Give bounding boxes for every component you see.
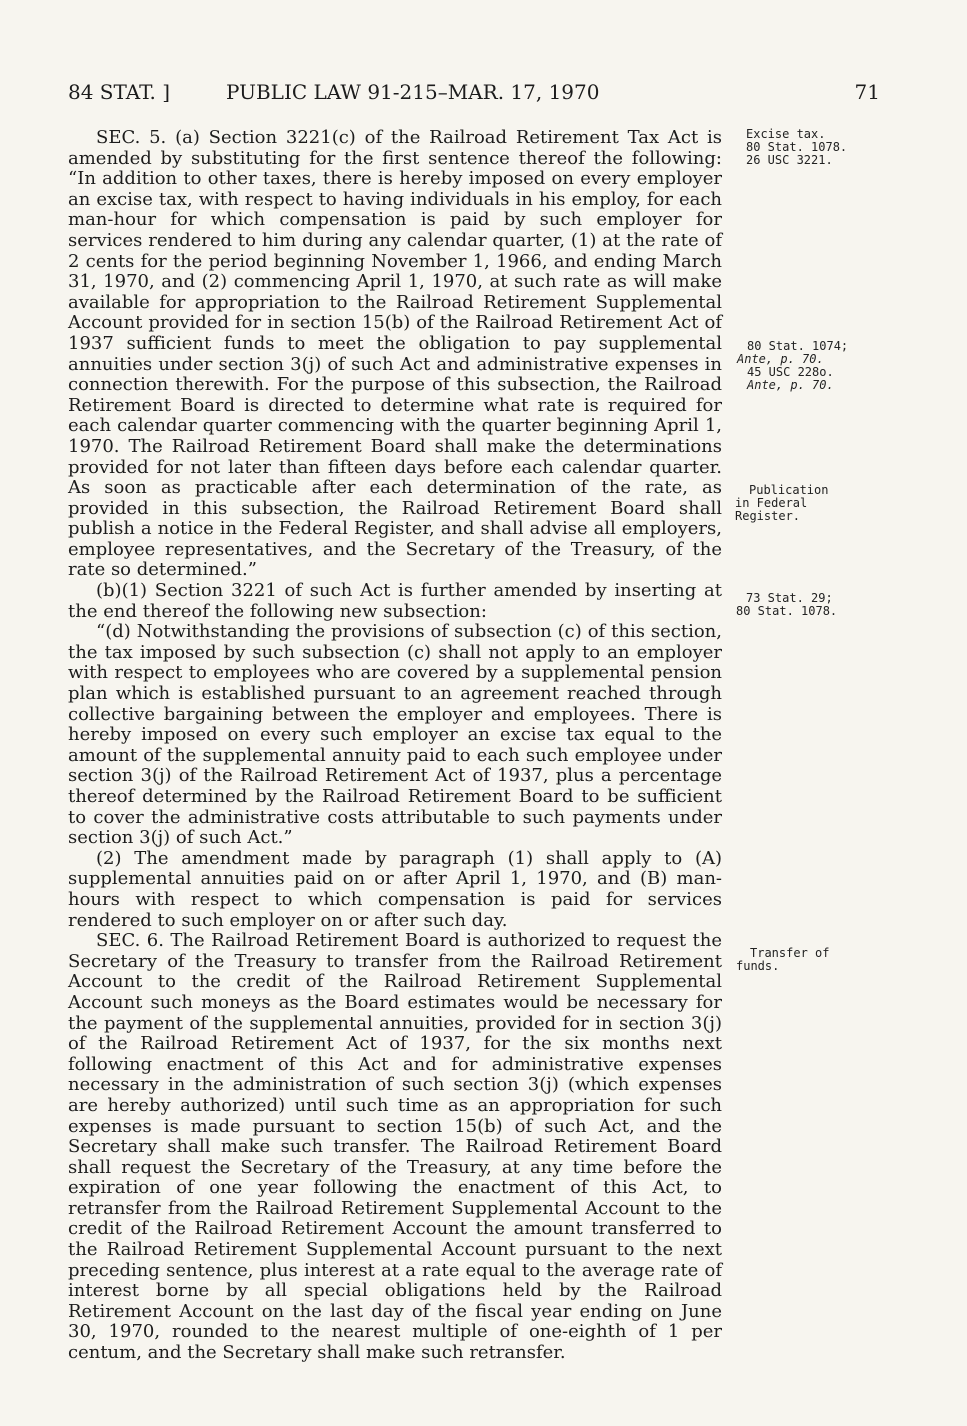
margin-note-line: funds. — [736, 959, 780, 973]
margin-note-line: 26 USC 3221. — [746, 153, 833, 167]
margin-note-line: 45 USC 228o. — [747, 365, 834, 379]
margin-note-line: Transfer of — [750, 946, 830, 960]
paragraph-text: (a) Section 3221(c) of the Railroad Retirement Tax Act is amended by substituting for the first sentence thereof the following: “In addition to other taxes, there is hereby imposed on every employer an excise tax, with respect to having individuals in his employ, for each man-hour for which compensation is paid by such employer for services rendered to him during any calendar quarter, (1) at the rate of 2 cents for the period beginning November 1, 1966, and ending March 31, 1970, and (2) commencing April 1, 1970, at such rate as will make available for appropriation to the Railroad Retirement Supplemental Account provided for in section 15(b) of the Railroad Retirement Act of 1937 sufficient funds to meet the obligation to pay supplemental annuities under section 3(j) of such Act and administrative expenses in connection therewith. For the purpose of this subsection, the Railroad Retirement Board is directed to determine what rate is required for each calendar quarter commencing with the quarter beginning April 1, 1970. The Railroad Retirement Board shall make the determinations provided for not later than fifteen days before each calendar quarter. As soon as practicable after each determination of the rate, as provided in this subsection, the Railroad Retirement Board shall publish a notice in the Federal Register, and shall advise all employers, employee representatives, and the Secretary of the Treasury, of the rate so determined.” — [68, 127, 722, 581]
running-title: PUBLIC LAW 91-215–MAR. 17, 1970 — [226, 80, 600, 104]
margin-note-excise-tax — [746, 128, 847, 167]
section-lead: SEC. 6. — [96, 930, 164, 952]
paragraph-sec5b1 — [68, 581, 722, 622]
margin-note-line: in Federal — [735, 496, 808, 510]
margin-note-stat-1074 — [737, 340, 848, 392]
margin-note-line: Publication — [749, 483, 829, 497]
body-text — [68, 128, 722, 1364]
margin-note-stat-29 — [736, 592, 837, 618]
margin-note-line: 80 Stat. 1078. — [746, 140, 848, 154]
margin-note-line: Ante, p. 70. — [747, 378, 834, 392]
section-lead: SEC. 5. — [96, 127, 167, 148]
margin-note-publication — [735, 484, 828, 523]
margin-note-transfer-of-funds — [736, 947, 829, 973]
page-number: 71 — [854, 80, 880, 104]
margin-note-line: 80 Stat. 1074; — [747, 339, 849, 353]
margin-note-line: 73 Stat. 29; — [746, 591, 833, 605]
margin-note-line: 80 Stat. 1078. — [736, 604, 838, 618]
stat-volume: 84 STAT. ] — [68, 80, 171, 104]
paragraph-text: “(d) Notwithstanding the provisions of subsection (c) of this section, the tax imposed by such subsection (c) shall not apply to an employer with respect to employees who are covered by a supplemental pension plan which is established pursuant to an agreement reached through collective bargaining between the employer and employees. There is hereby imposed on every such employer an excise tax equal to the amount of the supplemental annuity paid to each such employee under section 3(j) of the Railroad Retirement Act of 1937, plus a percentage thereof determined by the Railroad Retirement Board to be sufficient to cover the administrative costs attributable to such payments under section 3(j) of such Act.” — [68, 621, 722, 849]
margin-note-line: Excise tax. — [746, 127, 826, 141]
paragraph-subsection-d — [68, 622, 722, 849]
margin-note-line: Register. — [735, 509, 801, 523]
page-header — [68, 80, 880, 110]
paragraph-text: (b)(1) Section 3221 of such Act is further amended by inserting at the end thereof the following new subsection: — [68, 580, 722, 622]
paragraph-sec5b2 — [68, 849, 722, 931]
margin-note-line: Ante, p. 70. — [737, 352, 824, 366]
paragraph-text: The Railroad Retirement Board is authorized to request the Secretary of the Treasury to transfer from the Railroad Retirement Account to the credit of the Railroad Retirement Supplemental Account such moneys as the Board estimates would be necessary for the payment of the supplemental annuities, provided for in section 3(j) of the Railroad Retirement Act of 1937, for the six months next following enactment of this Act and for administrative expenses necessary in the administration of such section 3(j) (which expenses are hereby authorized) until such time as an appropriation for such expenses is made pursuant to section 15(b) of such Act, and the Secretary shall make such transfer. The Railroad Retirement Board shall request the Secretary of the Treasury, at any time before the expiration of one year following the enactment of this Act, to retransfer from the Railroad Retirement Supplemental Account to the credit of the Railroad Retirement Account the amount transferred to the Railroad Retirement Supplemental Account pursuant to the next preceding sentence, plus interest at a rate equal to the average rate of interest borne by all special obligations held by the Railroad Retirement Account on the last day of the fiscal year ending on June 30, 1970, rounded to the nearest multiple of one-eighth of 1 per centum, and the Secretary shall make such retransfer. — [68, 930, 722, 1364]
paragraph-sec6 — [68, 931, 722, 1363]
paragraph-text: (2) The amendment made by paragraph (1) shall apply to (A) supplemental annuities paid on or after April 1, 1970, and (B) man-hours with respect to which compensation is paid for services rendered to such employer on or after such day. — [68, 847, 722, 931]
paragraph-sec5a — [68, 128, 722, 581]
